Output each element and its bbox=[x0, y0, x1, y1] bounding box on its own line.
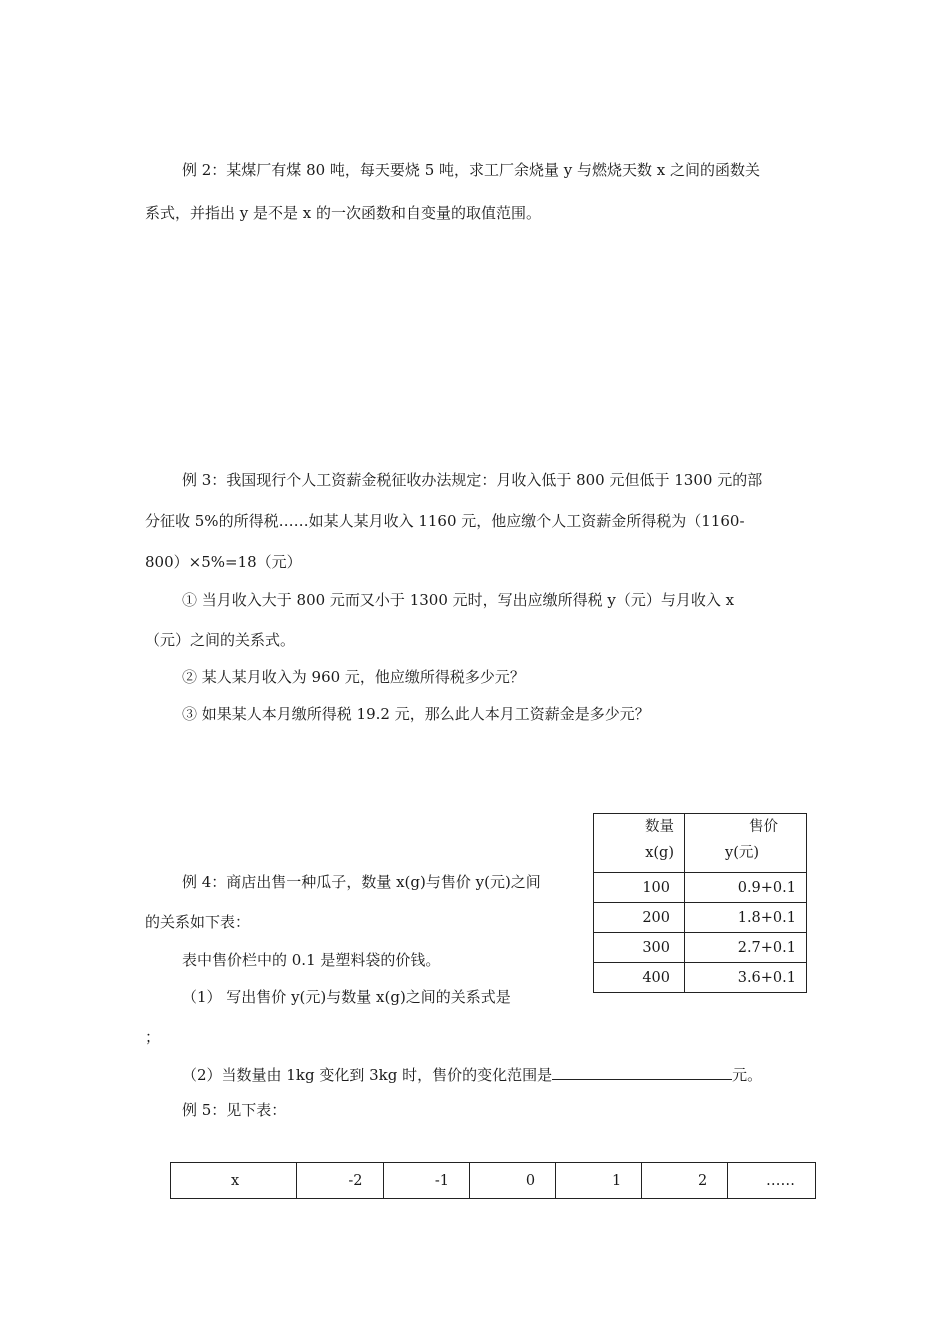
header-price bbox=[685, 814, 807, 873]
ex4-question-2 bbox=[182, 1063, 762, 1085]
x-table-cell: -2 bbox=[297, 1163, 383, 1199]
answer-blank bbox=[552, 1063, 732, 1080]
ex3-line-1: 例 3：我国现行个人工资薪金税征收办法规定：月收入低于 800 元但低于 1300 元的部 bbox=[182, 471, 763, 489]
table-row bbox=[594, 963, 807, 993]
ex3-question-3: ③ 如果某人本月缴所得税 19.2 元，那么此人本月工资薪金是多少元？ bbox=[182, 705, 650, 723]
ex3-line-3: 800）×5%=18（元） bbox=[145, 553, 302, 571]
ex4-question-2-text: （2）当数量由 1kg 变化到 3kg 时，售价的变化范围是 bbox=[182, 1066, 553, 1084]
price-cell: 3.6+0.1 bbox=[685, 963, 807, 993]
table-row bbox=[594, 873, 807, 903]
ex4-question-1: （1） 写出售价 y(元)与数量 x(g)之间的关系式是 bbox=[182, 988, 511, 1006]
ex3-question-1-line-2: （元）之间的关系式。 bbox=[145, 631, 296, 649]
price-cell: 2.7+0.1 bbox=[685, 933, 807, 963]
quantity-cell: 300 bbox=[594, 933, 685, 963]
quantity-cell: 100 bbox=[594, 873, 685, 903]
header-quantity bbox=[594, 814, 685, 873]
ex4-line-1: 例 4：商店出售一种瓜子，数量 x(g)与售价 y(元)之间 bbox=[182, 873, 541, 891]
table-header-row bbox=[594, 814, 807, 873]
table-row bbox=[594, 903, 807, 933]
ex3-line-2: 分征收 5%的所得税……如某人某月收入 1160 元，他应缴个人工资薪金所得税为（1160- bbox=[145, 512, 745, 530]
header-price-label: 售价 bbox=[749, 819, 778, 835]
x-table-cell: …… bbox=[728, 1163, 816, 1199]
ex2-line-2: 系式，并指出 y 是不是 x 的一次函数和自变量的取值范围。 bbox=[145, 204, 542, 222]
x-table-cell: 1 bbox=[556, 1163, 642, 1199]
table-row bbox=[594, 933, 807, 963]
quantity-cell: 400 bbox=[594, 963, 685, 993]
x-table-cell: x bbox=[171, 1163, 297, 1199]
price-table bbox=[593, 813, 807, 993]
ex5-title: 例 5：见下表： bbox=[182, 1101, 287, 1119]
x-values-table bbox=[170, 1162, 816, 1199]
table-row bbox=[171, 1163, 816, 1199]
header-quantity-unit: x(g) bbox=[645, 845, 674, 861]
header-price-unit: y(元) bbox=[725, 845, 760, 861]
ex3-question-1-line-1: ① 当月收入大于 800 元而又小于 1300 元时，写出应缴所得税 y（元）与月收入 x bbox=[182, 591, 735, 609]
ex4-line-2: 的关系如下表： bbox=[145, 913, 251, 931]
x-table-cell: 0 bbox=[469, 1163, 555, 1199]
price-cell: 1.8+0.1 bbox=[685, 903, 807, 933]
x-table-cell: -1 bbox=[383, 1163, 469, 1199]
price-cell: 0.9+0.1 bbox=[685, 873, 807, 903]
ex2-line-1: 例 2：某煤厂有煤 80 吨，每天要烧 5 吨，求工厂余烧量 y 与燃烧天数 x 之间的函数关 bbox=[182, 161, 761, 179]
header-quantity-label: 数量 bbox=[645, 819, 674, 835]
ex3-question-2: ② 某人某月收入为 960 元，他应缴所得税多少元？ bbox=[182, 668, 525, 686]
quantity-cell: 200 bbox=[594, 903, 685, 933]
ex4-question-1-end: ； bbox=[145, 1028, 161, 1046]
ex4-note: 表中售价栏中的 0.1 是塑料袋的价钱。 bbox=[182, 951, 441, 969]
ex4-question-2-unit: 元。 bbox=[732, 1066, 763, 1084]
x-table-cell: 2 bbox=[642, 1163, 728, 1199]
